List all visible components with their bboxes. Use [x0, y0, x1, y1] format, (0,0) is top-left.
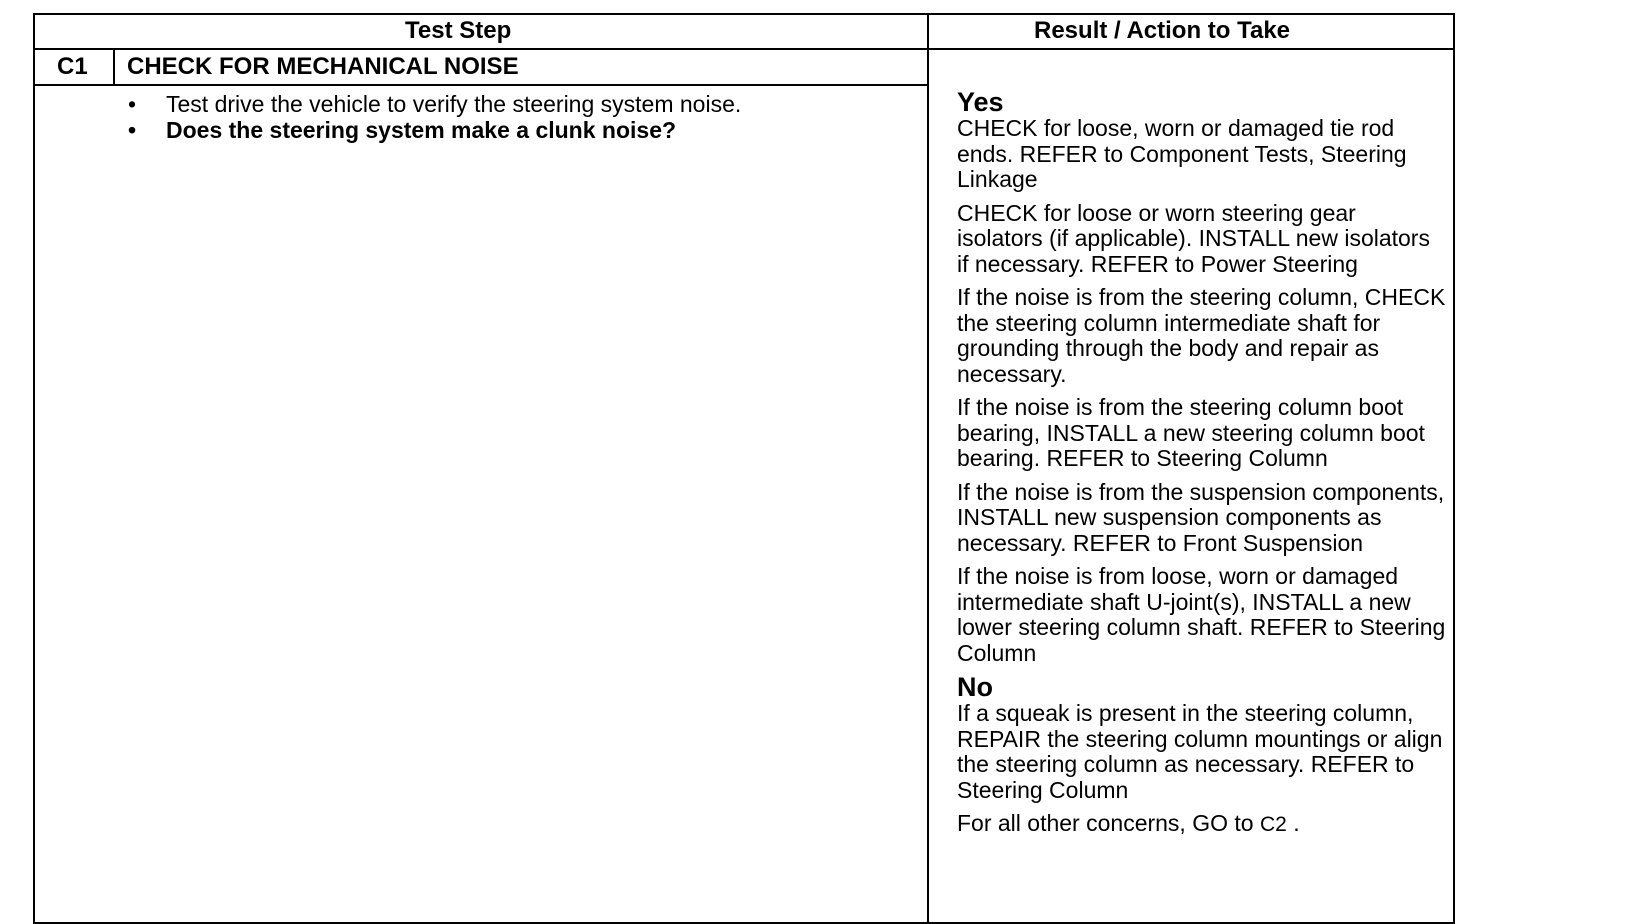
header-result-action: Result / Action to Take [1034, 17, 1291, 44]
yes-label: Yes [957, 87, 1004, 117]
result-actions [957, 89, 1447, 846]
no-label: No [957, 672, 993, 702]
yes-action-2: CHECK for loose or worn steering gear isolators (if applicable). INSTALL new isolators if necessary. REFER to Power Steering [957, 199, 1430, 277]
instruction-text: Test drive the vehicle to verify the steering system noise. [166, 91, 742, 117]
header-divider [33, 48, 1455, 50]
yes-action-6: If the noise is from loose, worn or damaged intermediate shaft U-joint(s), INSTALL a new lower steering column shaft. REFER to Steering Column [957, 563, 1446, 666]
step-id-divider [113, 48, 115, 85]
final-action-text: For all other concerns, GO to [957, 810, 1260, 836]
bullet-icon: • [128, 117, 137, 143]
final-action-suffix: . [1286, 810, 1300, 836]
instruction-item [128, 91, 741, 117]
step-title-divider [33, 84, 928, 86]
bullet-icon: • [128, 91, 137, 117]
yes-action-1: CHECK for loose, worn or damaged tie rod ends. REFER to Component Tests, Steering Linkage [957, 115, 1407, 192]
question-text: Does the steering system make a clunk noise? [166, 117, 677, 143]
step-id: C1 [57, 53, 88, 80]
yes-action-4: If the noise is from the steering column boot bearing, INSTALL a new steering column boot bearing. REFER to Steering Column [957, 394, 1425, 471]
yes-action-3: If the noise is from the steering column, CHECK the steering column intermediate shaft for grounding through the body and repair as necessary. [957, 284, 1446, 387]
test-step-instructions [128, 91, 741, 143]
step-title: CHECK FOR MECHANICAL NOISE [127, 53, 519, 80]
goto-step-link[interactable]: C2 [1259, 813, 1287, 836]
no-action-1: If a squeak is present in the steering column, REPAIR the steering column mountings or align the steering column as necessary. REFER to Steering Column [957, 700, 1443, 803]
yes-action-5: If the noise is from the suspension components, INSTALL new suspension components as necessary. REFER to Front Suspension [957, 478, 1445, 556]
column-divider [927, 13, 929, 924]
header-test-step: Test Step [405, 17, 512, 44]
instruction-question [128, 117, 741, 143]
final-action [957, 811, 1447, 838]
